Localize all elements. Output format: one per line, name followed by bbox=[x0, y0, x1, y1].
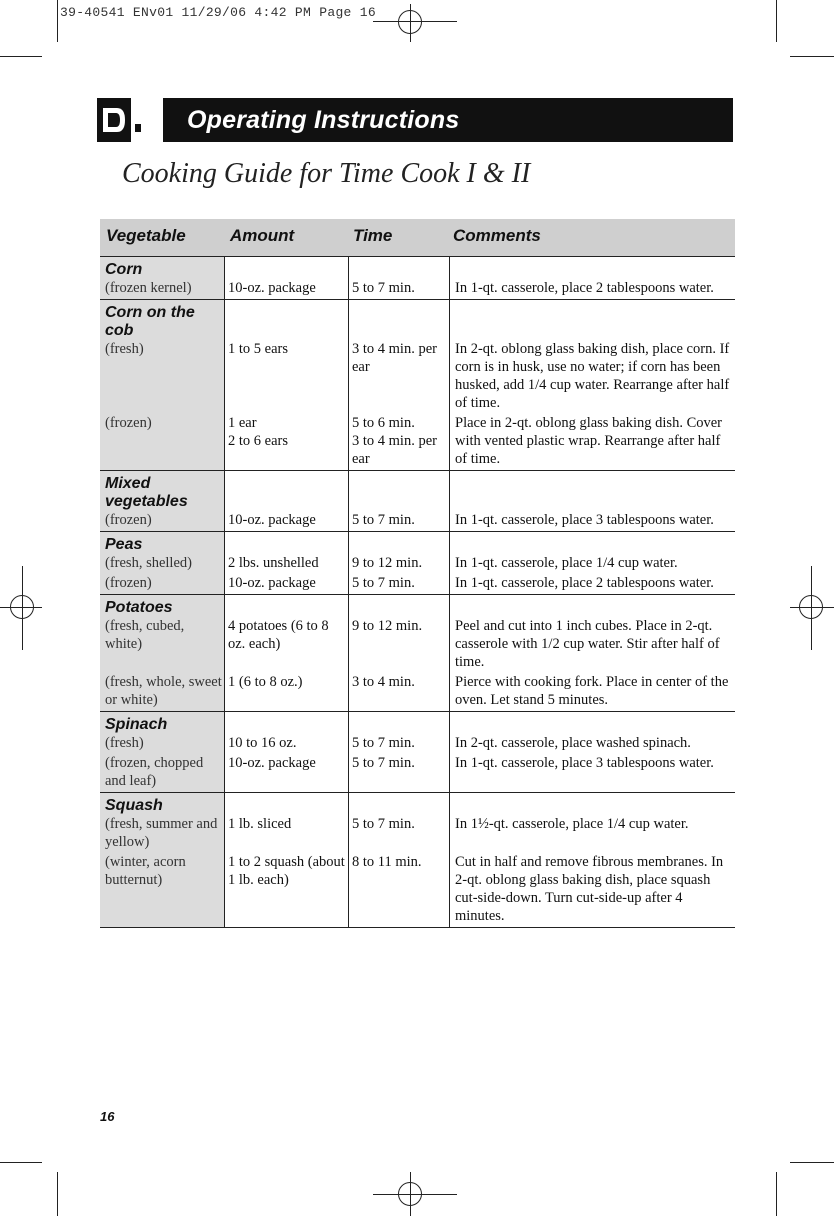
vegetable-group bbox=[100, 470, 735, 531]
time-cell: 5 to 7 min. bbox=[352, 735, 415, 751]
vegetable-form: (fresh) bbox=[105, 735, 144, 751]
crop-mark bbox=[57, 0, 58, 42]
vegetable-name: Spinach bbox=[105, 716, 168, 733]
registration-mark-icon bbox=[799, 595, 823, 619]
amount-cell: 1 to 2 squash (about 1 lb. each) bbox=[228, 854, 345, 888]
table-row bbox=[100, 574, 735, 594]
comments-cell: In 1-qt. casserole, place 3 tablespoons water. bbox=[455, 755, 714, 771]
vegetable-name: Corn on the cob bbox=[105, 304, 195, 339]
vegetable-form: (winter, acorn butternut) bbox=[105, 854, 186, 888]
comments-cell: Peel and cut into 1 inch cubes. Place in 2-qt. casserole with 1/2 cup water. Stir after half of time. bbox=[455, 618, 720, 670]
table-row bbox=[100, 554, 735, 574]
table-row bbox=[100, 340, 735, 414]
time-cell: 9 to 12 min. bbox=[352, 618, 423, 634]
comments-cell: In 2-qt. casserole, place washed spinach. bbox=[455, 735, 691, 751]
comments-cell: In 1½-qt. casserole, place 1/4 cup water. bbox=[455, 816, 689, 832]
vegetable-form: (fresh, shelled) bbox=[105, 555, 192, 571]
crop-mark bbox=[0, 1162, 42, 1163]
amount-cell: 1 lb. sliced bbox=[228, 816, 292, 832]
section-title: Operating Instructions bbox=[163, 98, 733, 142]
cooking-guide-table bbox=[100, 219, 735, 928]
column-header: Time bbox=[353, 226, 393, 245]
registration-mark-icon bbox=[398, 1182, 422, 1206]
microwave-section-icon bbox=[97, 98, 141, 142]
page-subtitle: Cooking Guide for Time Cook I & II bbox=[122, 158, 531, 189]
registration-mark-icon bbox=[10, 595, 34, 619]
column-header: Vegetable bbox=[106, 226, 186, 245]
crop-mark bbox=[776, 0, 777, 42]
page-number: 16 bbox=[100, 1109, 115, 1124]
column-header: Amount bbox=[230, 226, 295, 245]
table-row bbox=[100, 754, 735, 792]
comments-cell: In 1-qt. casserole, place 2 tablespoons water. bbox=[455, 575, 714, 591]
table-row bbox=[100, 511, 735, 531]
amount-cell: 10 to 16 oz. bbox=[228, 735, 297, 751]
vegetable-name: Squash bbox=[105, 797, 163, 814]
table-row bbox=[100, 815, 735, 853]
amount-cell: 1 to 5 ears bbox=[228, 341, 288, 357]
table-row bbox=[100, 617, 735, 673]
vegetable-name: Peas bbox=[105, 536, 143, 553]
registration-mark-icon bbox=[398, 10, 422, 34]
crop-mark bbox=[790, 56, 834, 57]
amount-cell: 10-oz. package bbox=[228, 575, 316, 591]
vegetable-form: (frozen, chopped and leaf) bbox=[105, 755, 204, 789]
time-cell: 3 to 4 min. per ear bbox=[352, 341, 437, 375]
vegetable-group bbox=[100, 299, 735, 470]
amount-cell: 10-oz. package bbox=[228, 755, 316, 771]
amount-cell: 10-oz. package bbox=[228, 280, 316, 296]
vegetable-form: (fresh, whole, sweet or white) bbox=[105, 674, 222, 708]
vegetable-group bbox=[100, 256, 735, 299]
time-cell: 8 to 11 min. bbox=[352, 854, 422, 870]
comments-cell: In 1-qt. casserole, place 2 tablespoons water. bbox=[455, 280, 714, 296]
vegetable-form: (frozen) bbox=[105, 575, 152, 591]
amount-cell: 4 potatoes (6 to 8 oz. each) bbox=[228, 618, 329, 652]
table-row bbox=[100, 853, 735, 927]
vegetable-group bbox=[100, 594, 735, 711]
time-cell: 5 to 7 min. bbox=[352, 280, 415, 296]
vegetable-form: (fresh, cubed, white) bbox=[105, 618, 185, 652]
comments-cell: In 1-qt. casserole, place 3 tablespoons water. bbox=[455, 512, 714, 528]
amount-cell: 10-oz. package bbox=[228, 512, 316, 528]
table-header bbox=[100, 219, 735, 256]
amount-cell: 1 (6 to 8 oz.) bbox=[228, 674, 303, 690]
table-row bbox=[100, 414, 735, 470]
comments-cell: Pierce with cooking fork. Place in center of the oven. Let stand 5 minutes. bbox=[455, 674, 729, 708]
vegetable-name: Potatoes bbox=[105, 599, 173, 616]
comments-cell: In 2-qt. oblong glass baking dish, place corn. If corn is in husk, use no water; if corn has been husked, add 1/4 cup water. Rearrange after half of time. bbox=[455, 341, 730, 411]
vegetable-form: (frozen) bbox=[105, 512, 152, 528]
vegetable-name: Mixed vegetables bbox=[105, 475, 188, 510]
time-cell: 5 to 6 min. 3 to 4 min. per ear bbox=[352, 415, 437, 467]
vegetable-name: Corn bbox=[105, 261, 143, 278]
vegetable-group bbox=[100, 711, 735, 792]
table-row bbox=[100, 734, 735, 754]
table-body bbox=[100, 256, 735, 928]
table-row bbox=[100, 673, 735, 711]
comments-cell: In 1-qt. casserole, place 1/4 cup water. bbox=[455, 555, 678, 571]
vegetable-form: (frozen) bbox=[105, 415, 152, 431]
crop-mark bbox=[57, 1172, 58, 1216]
time-cell: 5 to 7 min. bbox=[352, 755, 415, 771]
time-cell: 5 to 7 min. bbox=[352, 512, 415, 528]
vegetable-form: (fresh) bbox=[105, 341, 144, 357]
comments-cell: Place in 2-qt. oblong glass baking dish. Cover with vented plastic wrap. Rearrange after half of time. bbox=[455, 415, 723, 467]
comments-cell: Cut in half and remove fibrous membranes. In 2-qt. oblong glass baking dish, place squash cut-side-down. Turn cut-side-up after 4 minutes. bbox=[455, 854, 724, 924]
vegetable-group bbox=[100, 792, 735, 928]
time-cell: 5 to 7 min. bbox=[352, 575, 415, 591]
table-row bbox=[100, 279, 735, 299]
column-header: Comments bbox=[453, 226, 541, 245]
time-cell: 5 to 7 min. bbox=[352, 816, 415, 832]
print-header: 39-40541 ENv01 11/29/06 4:42 PM Page 16 bbox=[60, 5, 376, 20]
vegetable-form: (frozen kernel) bbox=[105, 280, 192, 296]
time-cell: 3 to 4 min. bbox=[352, 674, 415, 690]
time-cell: 9 to 12 min. bbox=[352, 555, 423, 571]
crop-mark bbox=[0, 56, 42, 57]
vegetable-form: (fresh, summer and yellow) bbox=[105, 816, 218, 850]
crop-mark bbox=[776, 1172, 777, 1216]
vegetable-group bbox=[100, 531, 735, 594]
crop-mark bbox=[790, 1162, 834, 1163]
amount-cell: 1 ear 2 to 6 ears bbox=[228, 415, 288, 449]
amount-cell: 2 lbs. unshelled bbox=[228, 555, 319, 571]
